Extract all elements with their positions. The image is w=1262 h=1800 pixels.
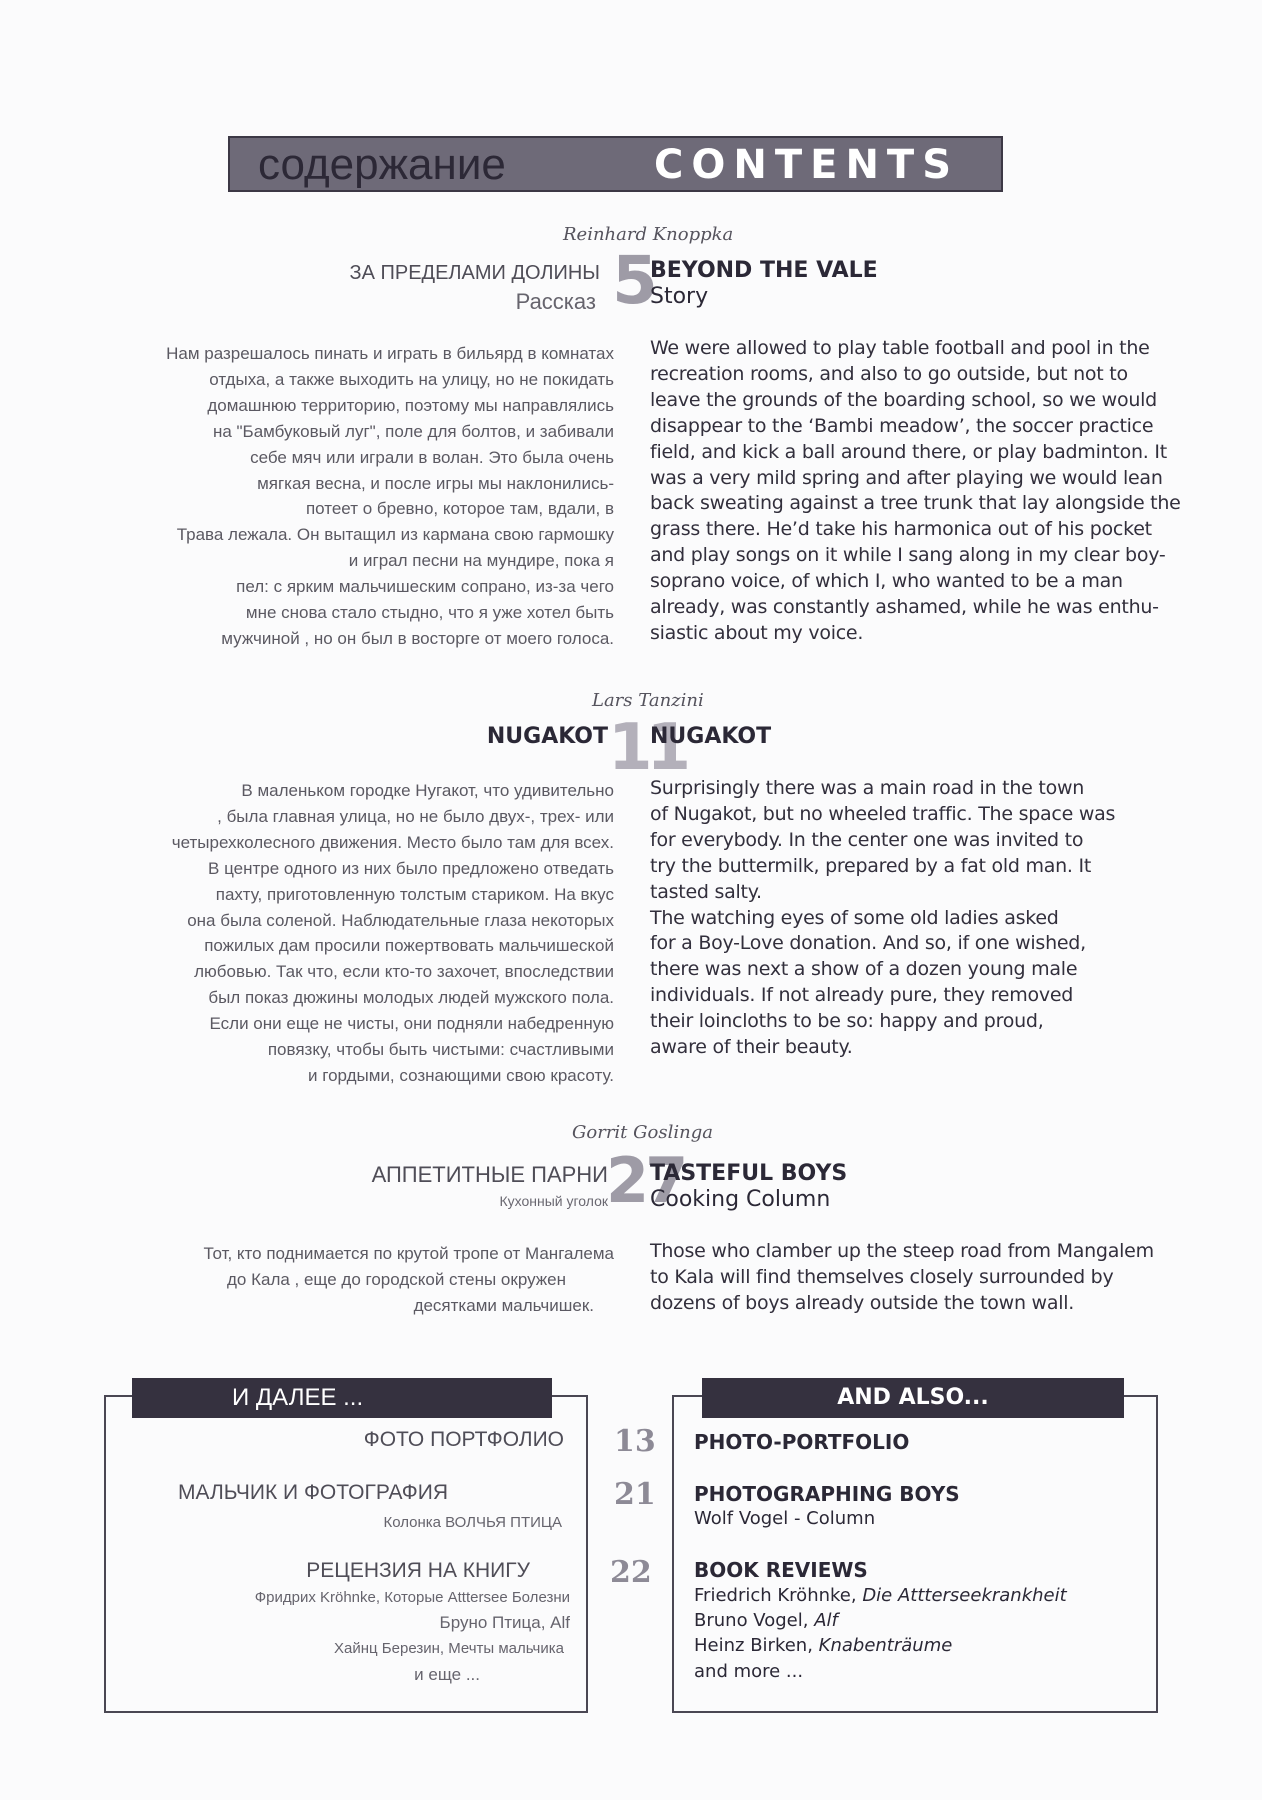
text-line: и играл песни на мундире, пока я (348, 551, 614, 571)
text-line: dozens of boys already outside the town wall. (650, 1291, 1075, 1314)
text-line: aware of their beauty. (650, 1036, 853, 1059)
text-line: The watching eyes of some old ladies asked (650, 906, 1059, 929)
text-line: любовью. Так что, если кто-то захочет, впоследствии (194, 962, 614, 982)
and-also-ru-header: И ДАЛЕЕ ... (132, 1378, 552, 1418)
text-line: Those who clamber up the steep road from Mangalem (650, 1240, 1154, 1262)
text-line: себе мяч или играли в волан. Это была очень (250, 447, 614, 467)
photographing-boys-subtitle: Wolf Vogel - Column (694, 1508, 876, 1529)
text-line: и гордыми, сознающими свою красоту. (308, 1065, 614, 1085)
article-author: Reinhard Knoppka (563, 224, 734, 245)
text-line: leave the grounds of the boarding school, so we would (650, 388, 1157, 411)
text-line: try the buttermilk, prepared by a fat old man. It (650, 854, 1092, 877)
page-number: 22 (610, 1555, 652, 1590)
photo-portfolio-ru-link[interactable]: ФОТО ПОРТФОЛИО (363, 1428, 564, 1451)
text-line: there was next a show of a dozen young male (650, 958, 1078, 981)
article-title-en[interactable]: TASTEFUL BOYS (650, 1161, 848, 1186)
text-line: мужчиной , но он был в восторге от моего голоса. (221, 628, 614, 648)
article-author: Lars Tanzini (592, 690, 704, 711)
review-more: and more ... (694, 1661, 804, 1682)
review-item (694, 1635, 952, 1656)
article-text-en (650, 776, 1210, 1061)
review-more-ru: и еще ... (414, 1665, 480, 1684)
text-line: мягкая весна, и после игры мы наклонились- (257, 473, 614, 493)
review-item (694, 1610, 838, 1631)
review-author: Bruno Vogel, (694, 1610, 815, 1631)
page-number: 5 (612, 242, 658, 319)
text-line: был показ дюжины молодых людей мужского пола. (208, 988, 614, 1008)
photographing-boys-link[interactable]: PHOTOGRAPHING BOYS (694, 1482, 960, 1506)
text-line: Surprisingly there was a main road in the town (650, 777, 1085, 799)
text-line: of Nugakot, but no wheeled traffic. The space was (650, 802, 1116, 825)
text-line: Если они еще не чисты, они подняли набедренную (209, 1014, 614, 1034)
text-line: to Kala will find themselves closely surrounded by (650, 1265, 1114, 1288)
banner-title-ru: содержание (258, 140, 506, 189)
text-line: their loincloths to be so: happy and proud, (650, 1010, 1044, 1033)
review-item (694, 1585, 1067, 1606)
text-line: already, was constantly ashamed, while he was enthu- (650, 596, 1159, 619)
photo-portfolio-link[interactable]: PHOTO-PORTFOLIO (694, 1430, 910, 1454)
text-line: В центре одного из них было предложено отведать (208, 858, 614, 878)
text-line: field, and kick a ball around there, or play badminton. It (650, 440, 1167, 463)
text-line: siastic about my voice. (650, 621, 864, 644)
boy-photo-ru-link[interactable]: МАЛЬЧИК И ФОТОГРАФИЯ (178, 1481, 448, 1504)
text-line: четырехколесного движения. Место было там для всех. (171, 832, 614, 852)
contents-banner (228, 136, 1003, 192)
article-title-ru: АППЕТИТНЫЕ ПАРНИ (371, 1162, 608, 1187)
review-author: Heinz Birken, (694, 1635, 819, 1656)
text-line: до Кала , еще до городской стены окружен (226, 1269, 566, 1289)
text-line: пожилых дам просили пожертвовать мальчишеской (204, 936, 614, 956)
text-line: пел: с ярким мальчишеским сопрано, из-за чего (236, 577, 614, 597)
review-author: Friedrich Kröhnke, (694, 1585, 863, 1606)
text-line: Трава лежала. Он вытащил из кармана свою гармошку (176, 525, 614, 545)
text-line: for a Boy-Love donation. And so, if one wished, (650, 932, 1086, 955)
text-line: grass there. He’d take his harmonica out of his pocket (650, 518, 1152, 541)
page-number: 27 (606, 1144, 685, 1217)
text-line: В маленьком городке Нугакот, что удивительно (241, 781, 614, 800)
text-line: на "Бамбуковый луг", поле для болтов, и забивали (212, 421, 614, 441)
article-subtitle-en: Cooking Column (650, 1187, 831, 1212)
review-title: Knabenträume (818, 1635, 953, 1656)
text-line: Нам разрешалось пинать и играть в бильярд в комнатах (166, 344, 614, 363)
text-line: отдыха, а также выходить на улицу, но не покидать (209, 369, 614, 389)
article-text-en (650, 336, 1210, 647)
text-line: disappear to the ‘Bambi meadow’, the soccer practice (650, 414, 1154, 437)
article-text-ru (60, 1241, 614, 1319)
review-title: Die Attterseekrankheit (862, 1585, 1067, 1606)
review-item-ru: Фридрих Kröhnke, Которые Atttersee Болезни (254, 1589, 570, 1606)
review-item-ru: Хайнц Березин, Мечты мальчика (334, 1640, 564, 1657)
text-line: Тот, кто поднимается по крутой тропе от Мангалема (203, 1244, 614, 1263)
page-number: 13 (614, 1424, 656, 1459)
banner-title-en: CONTENTS (654, 142, 960, 188)
text-line: повязку, чтобы быть чистыми: счастливыми (267, 1040, 614, 1060)
article-title-ru: ЗА ПРЕДЕЛАМИ ДОЛИНЫ (349, 262, 600, 284)
text-line: tasted salty. (650, 880, 762, 903)
article-title-en[interactable]: NUGAKOT (650, 724, 772, 749)
page-number: 21 (614, 1477, 656, 1512)
text-line: individuals. If not already pure, they removed (650, 984, 1074, 1007)
text-line: was a very mild spring and after playing we would lean (650, 466, 1163, 489)
article-title-en[interactable]: BEYOND THE VALE (650, 258, 878, 283)
text-line: soprano voice, of which I, who wanted to be a man (650, 570, 1123, 593)
book-reviews-link[interactable]: BOOK REVIEWS (694, 1558, 868, 1582)
text-line: recreation rooms, and also to go outside, but not to (650, 362, 1128, 385)
text-line: пахту, приготовленную толстым стариком. На вкус (215, 884, 614, 904)
text-line: домашнюю территорию, поэтому мы направлялись (207, 395, 614, 415)
article-subtitle-ru: Кухонный уголок (499, 1193, 608, 1209)
article-text-en (650, 1239, 1210, 1317)
and-also-en-header: AND ALSO... (702, 1378, 1124, 1418)
text-line: , была главная улица, но не было двух-, трех- или (217, 806, 614, 826)
review-item-ru: Бруно Птица, Alf (439, 1613, 570, 1632)
page-number: 11 (608, 711, 686, 785)
text-line: We were allowed to play table football and pool in the (650, 337, 1150, 359)
article-text-ru (60, 778, 614, 1089)
article-subtitle-en: Story (650, 284, 709, 309)
review-title: Alf (814, 1610, 838, 1631)
text-line: back sweating against a tree trunk that lay alongside the (650, 492, 1181, 515)
article-title-ru: NUGAKOT (486, 724, 608, 749)
text-line: and play songs on it while I sang along in my clear boy- (650, 544, 1166, 567)
article-subtitle-ru: Рассказ (515, 289, 596, 314)
article-text-ru (60, 341, 614, 652)
text-line: десятками мальчишек. (413, 1295, 594, 1315)
text-line: мне снова стало стыдно, что я уже хотел быть (245, 603, 614, 623)
text-line: потеет о бревно, которое там, вдали, в (305, 499, 614, 519)
text-line: for everybody. In the center one was invited to (650, 828, 1084, 851)
boy-photo-ru-subtitle: Колонка ВОЛЧЬЯ ПТИЦА (383, 1514, 562, 1531)
book-reviews-ru-link[interactable]: РЕЦЕНЗИЯ НА КНИГУ (306, 1559, 530, 1582)
article-author: Gorrit Goslinga (572, 1122, 713, 1143)
text-line: она была соленой. Наблюдательные глаза некоторых (187, 910, 614, 930)
